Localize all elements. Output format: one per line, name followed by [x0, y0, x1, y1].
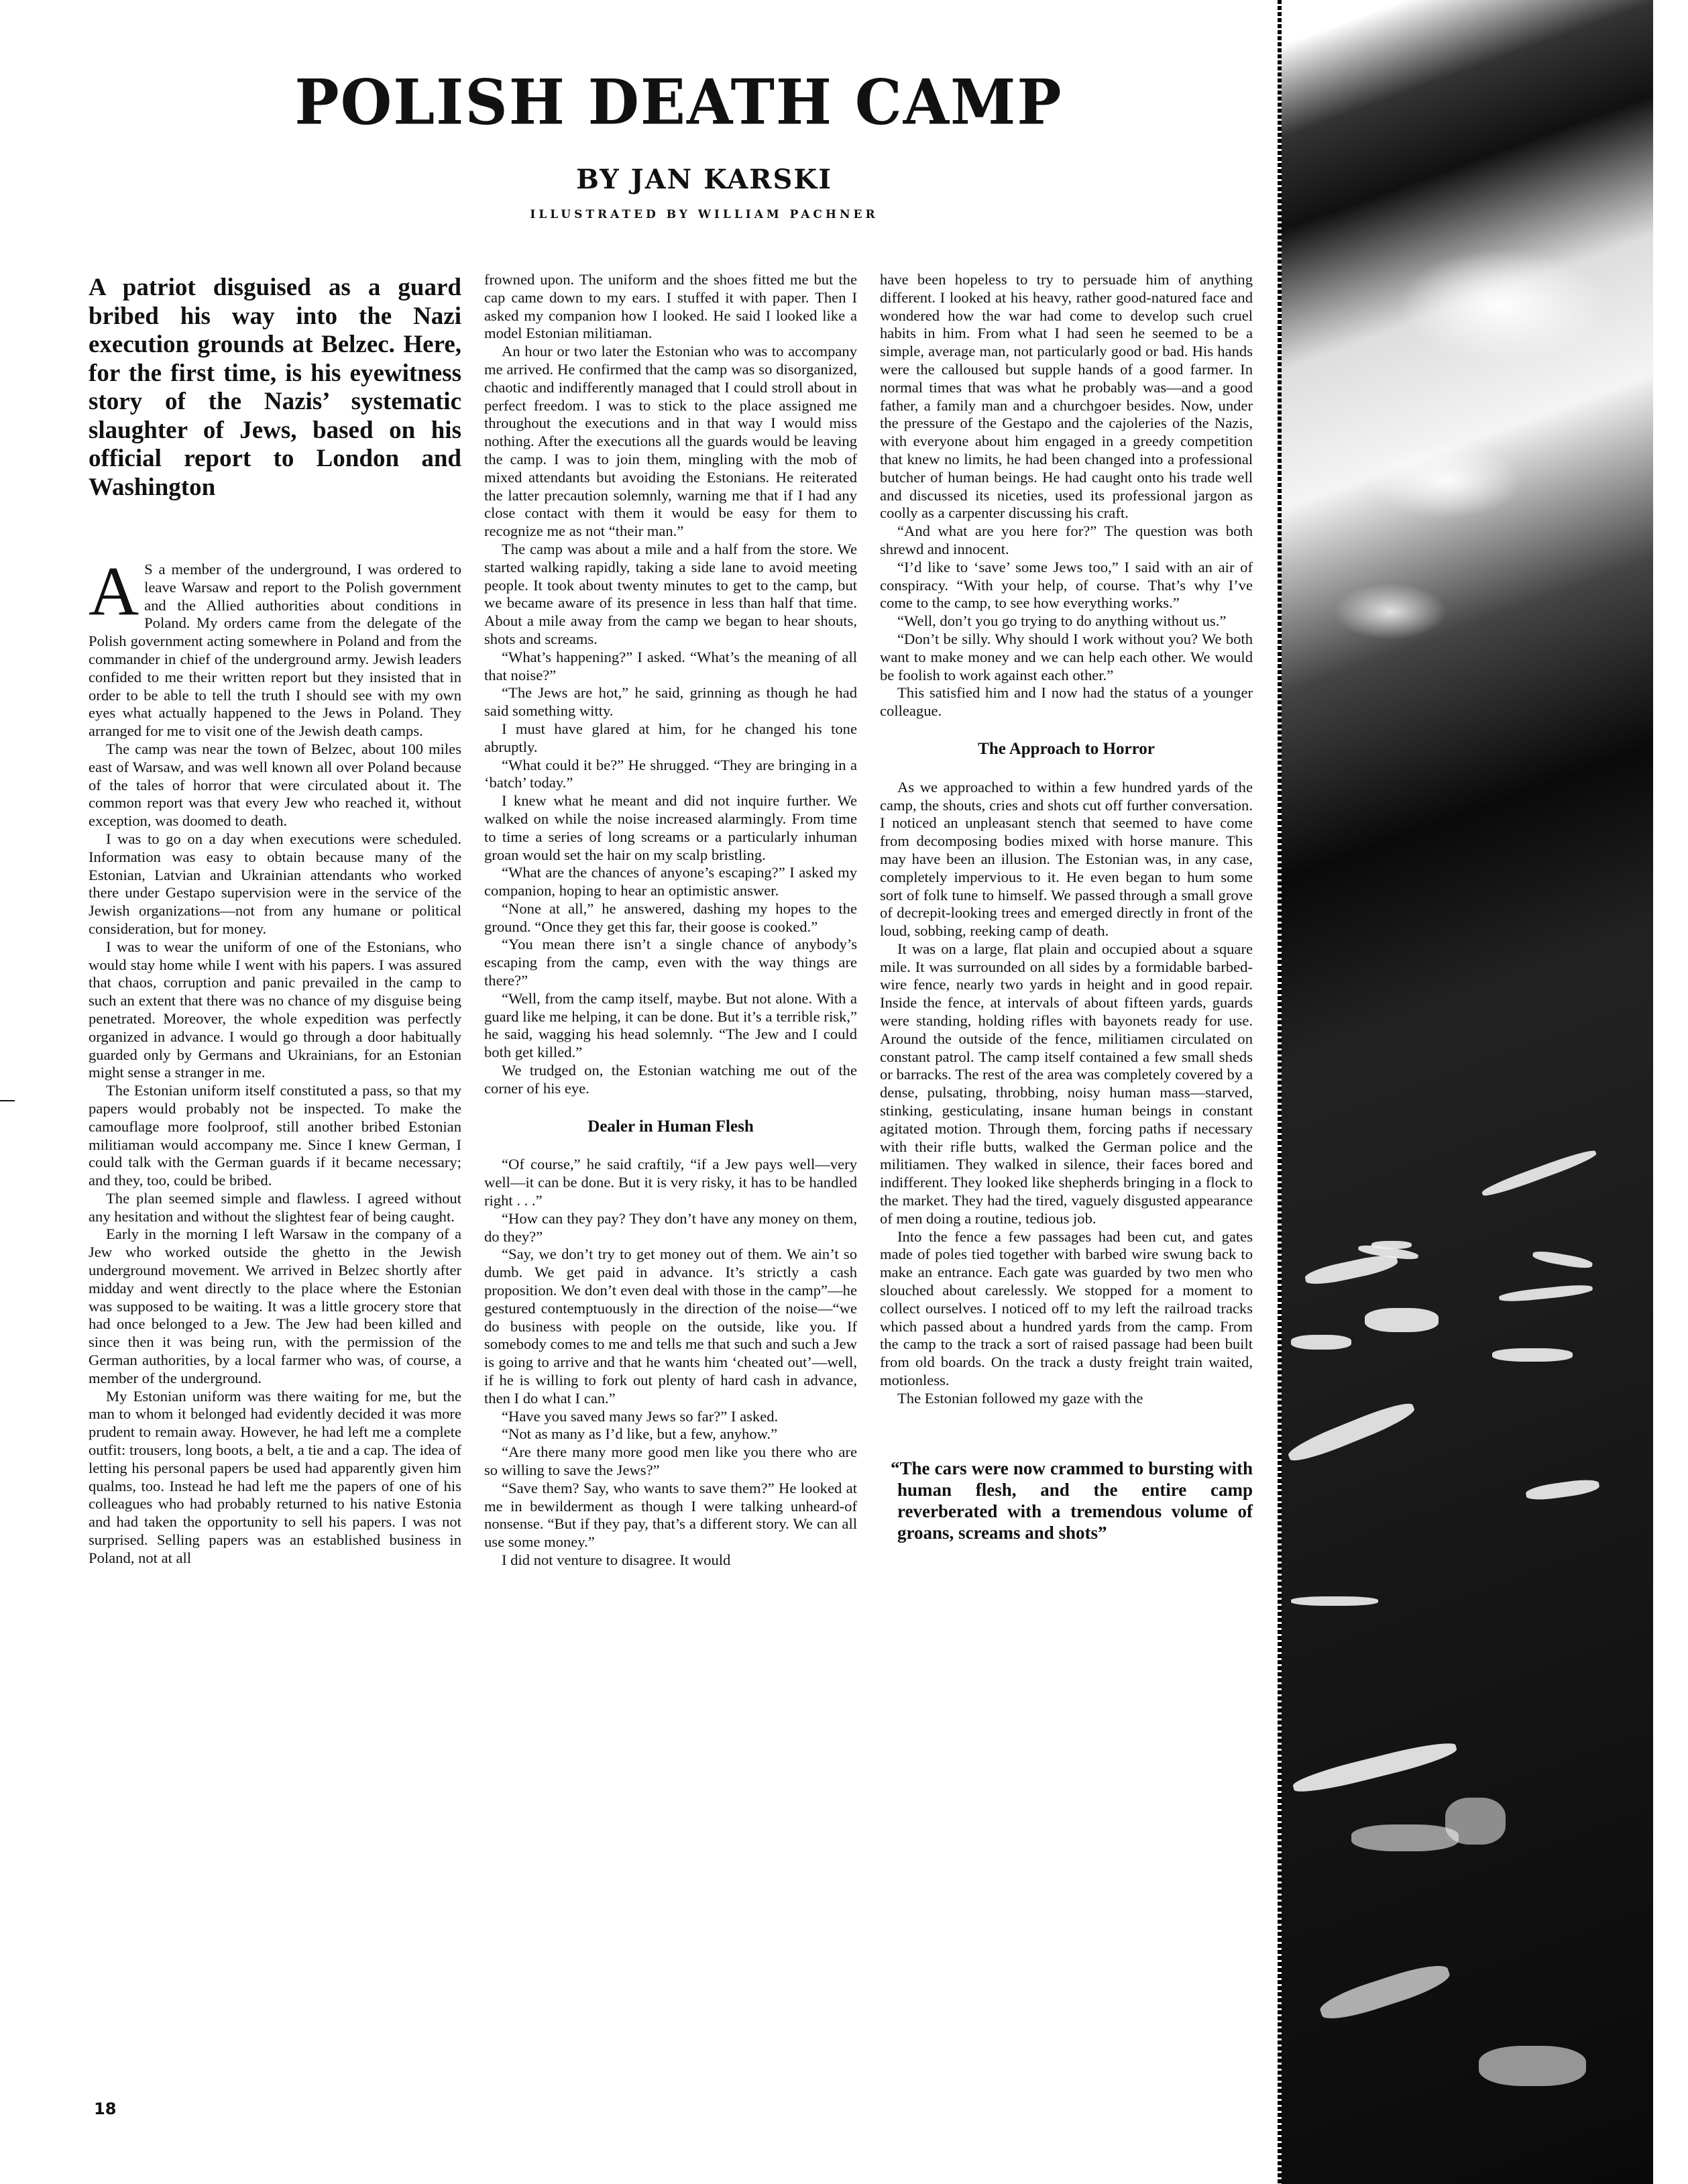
highlight	[1291, 1596, 1378, 1606]
illustrator-credit: ILLUSTRATED BY WILLIAM PACHNER	[530, 208, 879, 221]
paragraph: frowned upon. The uniform and the shoes fitted me but the cap came down to my ears. I stuffed it with paper. Then I asked my companion how I looked. He said I looked like a model Estonian militiaman.	[484, 271, 857, 342]
highlight	[1286, 1398, 1418, 1467]
section-heading: Dealer in Human Flesh	[587, 1117, 754, 1136]
highlight	[1304, 1252, 1399, 1289]
paragraph: “What are the chances of anyone’s escaping?” I asked my companion, hoping to hear an optimistic answer.	[484, 864, 857, 899]
paragraph: The camp was about a mile and a half from the store. We started walking rapidly, taking a side lane to avoid meeting people. It took about twenty minutes to get to the camp, but we became aware of its presence in less than half that time. About a mile away from the camp we began to hear shouts, shots and screams.	[484, 540, 857, 647]
paragraph: “You mean there isn’t a single chance of anybody’s escaping from the camp, even with the way things are there?”	[484, 936, 857, 989]
paragraph: The Estonian followed my gaze with the	[897, 1389, 1143, 1407]
paragraph: “Well, from the camp itself, maybe. But not alone. With a guard like me helping, it can be done. But it’s a terrible risk,” he said, wagging his head solemnly. “The Jew and I could both get killed.”	[484, 989, 857, 1061]
paragraph: My Estonian uniform was there waiting for me, but the man to whom it belonged had evidently decided it was more prudent to remain away. However, he had left me a complete outfit: trousers, long boots, a belt, a tie and a cap. The idea of letting his personal papers be used had apparently given him qualms, too. Instead he had left me the papers of one of his colleagues who had probably returned to his native Estonia and had taken the opportunity to sell his papers. I was not surprised. Selling papers was an established business in Poland, not at all	[89, 1387, 461, 1566]
paragraph: “Have you saved many Jews so far?” I asked.	[502, 1407, 779, 1425]
paragraph: The camp was near the town of Belzec, about 100 miles east of Warsaw, and was well known all over Poland because of the tales of horror that were circulated about it. The common report was that every Jew who reached it, without exception, was doomed to death.	[89, 740, 461, 830]
paragraph: Into the fence a few passages had been cut, and gates made of poles tied together with barbed wire swung back to make an entrance. Each gate was guarded by two men who slouched about carelessly. We stopped for a moment to collect ourselves. I noticed off to my left the railroad tracks which passed about a hundred yards from the camp. From the camp to the track a sort of raised passage had been built from old boards. On the track a dusty freight train waited, motionless.	[880, 1227, 1253, 1389]
paragraph: “Well, don’t you go trying to do anything without us.”	[897, 612, 1227, 630]
paragraph: “And what are you here for?” The question was both shrewd and innocent.	[880, 523, 1253, 557]
article-byline: BY JAN KARSKI	[576, 164, 832, 195]
highlight	[1532, 1249, 1593, 1270]
pull-quote: “The cars were now crammed to bursting with human flesh, and the entire camp reverberated with a tremendous volume of groans, screams and shots”	[891, 1458, 1253, 1543]
paragraph: “Of course,” he said craftily, “if a Jew pays well—very well—it can be done. But it is very risky, it has to be handled right . . .”	[484, 1156, 857, 1209]
margin	[1654, 376, 1688, 2184]
column-3	[880, 271, 1253, 1543]
highlight	[1291, 1335, 1351, 1350]
drop-cap: A	[89, 553, 139, 630]
paragraph: have been hopeless to try to persuade him of anything different. I looked at his heavy, rather good-natured face and wondered how the war had come to develop such cruel habits in him. From what I had seen he seemed to be a simple, average man, not particularly good or bad. His hands were the calloused but supple hands of a good farmer. In normal times that was what he probably was—and a good father, a family man and a churchgoer besides. Now, under the pressure of the Gestapo and the cajoleries of the Nazis, with everyone about him engaged in a greedy competition that knew no limits, he had been changed into a professional butcher of human beings. He had caught onto his trade well and discussed its niceties, used its professional jargon as coolly as a carpenter discussing his craft.	[880, 271, 1253, 522]
spacer	[89, 502, 461, 561]
paragraph: I was to go on a day when executions were scheduled. Information was easy to obtain because many of the Estonian, Latvian and Ukrainian attendants who worked there under Gestapo supervision were in the service of the Jewish organizations—not from any humane or political consideration, but for money.	[89, 830, 461, 937]
crowd-illustration	[1278, 0, 1653, 2184]
highlight	[1445, 1798, 1506, 1845]
paragraph: “What could it be?” He shrugged. “They are bringing in a ‘batch’ today.”	[484, 756, 857, 791]
paragraph: “Say, we don’t try to get money out of them. We ain’t so dumb. We get paid in advance. It’s strictly a cash proposition. We don’t even deal with those in the camp”—he gestured contemptuously in the direction of the noise—“we do business with people on the outside, like you. If somebody comes to me and tells me that such and such a Jew is going to arrive and that he wants him ‘cheated out’—well, if he is willing to fork out plenty of hard cash in advance, then I do what I can.”	[484, 1246, 857, 1407]
paragraph: “I’d like to ‘save’ some Jews too,” I said with an air of conspiracy. “With your help, of course. That’s why I’ve come to the camp, to see how everything works.”	[880, 558, 1253, 612]
paragraph: As we approached to within a few hundred yards of the camp, the shouts, cries and shots cut off further conversation. I noticed an unpleasant stench that seemed to have come from decomposing bodies mixed with horse manure. This may have been an illusion. The Estonian was, in any case, completely impervious to it. He even began to hum some sort of folk tune to himself. We passed through a small grove of decrepit-looking trees and emerged directly in front of the loud, sobbing, reeking camp of death.	[880, 778, 1253, 940]
article-deck: A patriot disguised as a guard bribed his way into the Nazi execution grounds at Belzec. Here, for the first time, is his eyewitness story of the Nazis’ systematic slaughter of Jews, based on his official report to London and Washington	[89, 274, 461, 501]
paragraph: The Estonian uniform itself constituted a pass, so that my papers would probably not be inspected. To make the camouflage more foolproof, still another bribed Estonian militiaman would accompany me. Since I knew German, I could talk with the German guards if it became necessary; and they, too, could be bribed.	[89, 1082, 461, 1189]
paragraph: I did not venture to disagree. It would	[502, 1551, 731, 1568]
highlight	[1291, 1737, 1459, 1798]
paragraph: The plan seemed simple and flawless. I agreed without any hesitation and without the slightest fear of being caught.	[89, 1189, 461, 1225]
highlight	[1371, 1241, 1412, 1249]
paragraph: “Are there many more good men like you there who are so willing to save the Jews?”	[484, 1443, 857, 1478]
column-2	[484, 271, 857, 1570]
paragraph: I must have glared at him, for he changed his tone abruptly.	[484, 720, 857, 755]
paragraph-text: S a member of the underground, I was ordered to leave Warsaw and report to the Polish government and the Allied authorities about conditions in Poland. My orders came from the delegate of the Polish government acting somewhere in Poland and from the commander in chief of the underground army. Jewish leaders confided to me their written report but they insisted that in order to be able to tell the truth I should see with my own eyes what actually happened to the Jews in Poland. They arranged for me to visit one of the Jewish death camps.	[89, 561, 461, 740]
paragraph: It was on a large, flat plain and occupied about a square mile. It was surrounded on all sides by a formidable barbed-wire fence, nearly two yards in height and in good repair. Inside the fence, at intervals of about fifteen yards, guards were standing, holding rifles with bayonets ready for use. Around the outside of the fence, militiamen circulated on constant patrol. The camp itself contained a few small sheds or barracks. The rest of the area was completely covered by a dense, pulsating, throbbing, noisy human mass—starved, stinking, gesticulating, insane human beings in constant agitated motion. Through them, forcing paths if necessary with their rifle butts, walked the German police and the militiamen. They walked in silence, their faces bored and indifferent. They looked like shepherds bringing in a flock to the market. They had the tired, vaguely disgusted appearance of men doing a routine, tedious job.	[880, 940, 1253, 1227]
page-number: 18	[94, 2099, 117, 2118]
paragraph: An hour or two later the Estonian who was to accompany me arrived. He confirmed that the camp was so disorganized, chaotic and indifferently managed that I could stroll about in perfect freedom. I was to stick to the place assigned me throughout the executions and in that way I would miss nothing. After the executions all the guards would be leaving the camp. I was to join them, mingling with the mob of mixed attendants but avoiding the Estonians. He reiterated the latter precaution solemnly, warning me that if I had any close contact with them it would be easy for them to recognize me as not “their man.”	[484, 343, 857, 540]
highlight	[1499, 1283, 1593, 1304]
highlight	[1480, 1147, 1597, 1199]
section-heading: The Approach to Horror	[978, 739, 1155, 758]
article-title: POLISH DEATH CAMP	[294, 65, 1063, 139]
paragraph: Early in the morning I left Warsaw in the company of a Jew who worked outside the ghetto in the Jewish underground movement. We arrived in Belzec shortly after midday and went directly to the place where the Estonian was supposed to be waiting. It was a little grocery store that had once belonged to a Jew. The Jew had been killed and since then it was being run, with the permission of the German authorities, by a local farmer who was, of course, a member of the underground.	[89, 1225, 461, 1386]
column-1	[89, 270, 461, 1568]
paragraph: This satisfied him and I now had the status of a younger colleague.	[880, 684, 1253, 720]
highlight	[1365, 1308, 1439, 1332]
highlight	[1351, 1824, 1459, 1851]
illustration-edge	[1278, 0, 1282, 2184]
paragraph: “What’s happening?” I asked. “What’s the meaning of all that noise?”	[484, 648, 857, 684]
paragraph	[89, 553, 461, 741]
paragraph: “Save them? Say, who wants to save them?” He looked at me in bewilderment as though I were talking unheard-of nonsense. “But if they pay, that’s a different story. We can all use some money.”	[484, 1479, 857, 1551]
margin-mark	[0, 1100, 15, 1101]
paragraph: “None at all,” he answered, dashing my hopes to the ground. “Once they get this far, their goose is cooked.”	[484, 899, 857, 935]
paragraph: “Not as many as I’d like, but a few, anyhow.”	[502, 1425, 778, 1443]
paragraph: I was to wear the uniform of one of the Estonians, who would stay home while I went with his papers. I was assured that chaos, corruption and panic prevailed in the camp to such an extent that there was no chance of my disguise being penetrated. Moreover, the whole expedition was perfectly organized in advance. I would go through a door habitually guarded only by Germans and Ukrainians, for an Estonian might sense a stranger in me.	[89, 938, 461, 1081]
paragraph: We trudged on, the Estonian watching me out of the corner of his eye.	[484, 1062, 857, 1097]
paragraph: “Don’t be silly. Why should I work without you? We both want to make money and we can help each other. We would be foolish to work against each other.”	[880, 630, 1253, 684]
paragraph: “The Jews are hot,” he said, grinning as though he had said something witty.	[484, 684, 857, 720]
highlight	[1492, 1348, 1573, 1362]
paragraph: I knew what he meant and did not inquire further. We walked on while the noise increased alarmingly. From time to time a series of long screams or a particularly inhuman groan would set the hair on my scalp bristling.	[484, 792, 857, 863]
highlight	[1525, 1477, 1600, 1502]
highlight	[1479, 2046, 1586, 2086]
highlight	[1317, 1959, 1453, 2026]
paragraph: “How can they pay? They don’t have any money on them, do they?”	[484, 1209, 857, 1245]
